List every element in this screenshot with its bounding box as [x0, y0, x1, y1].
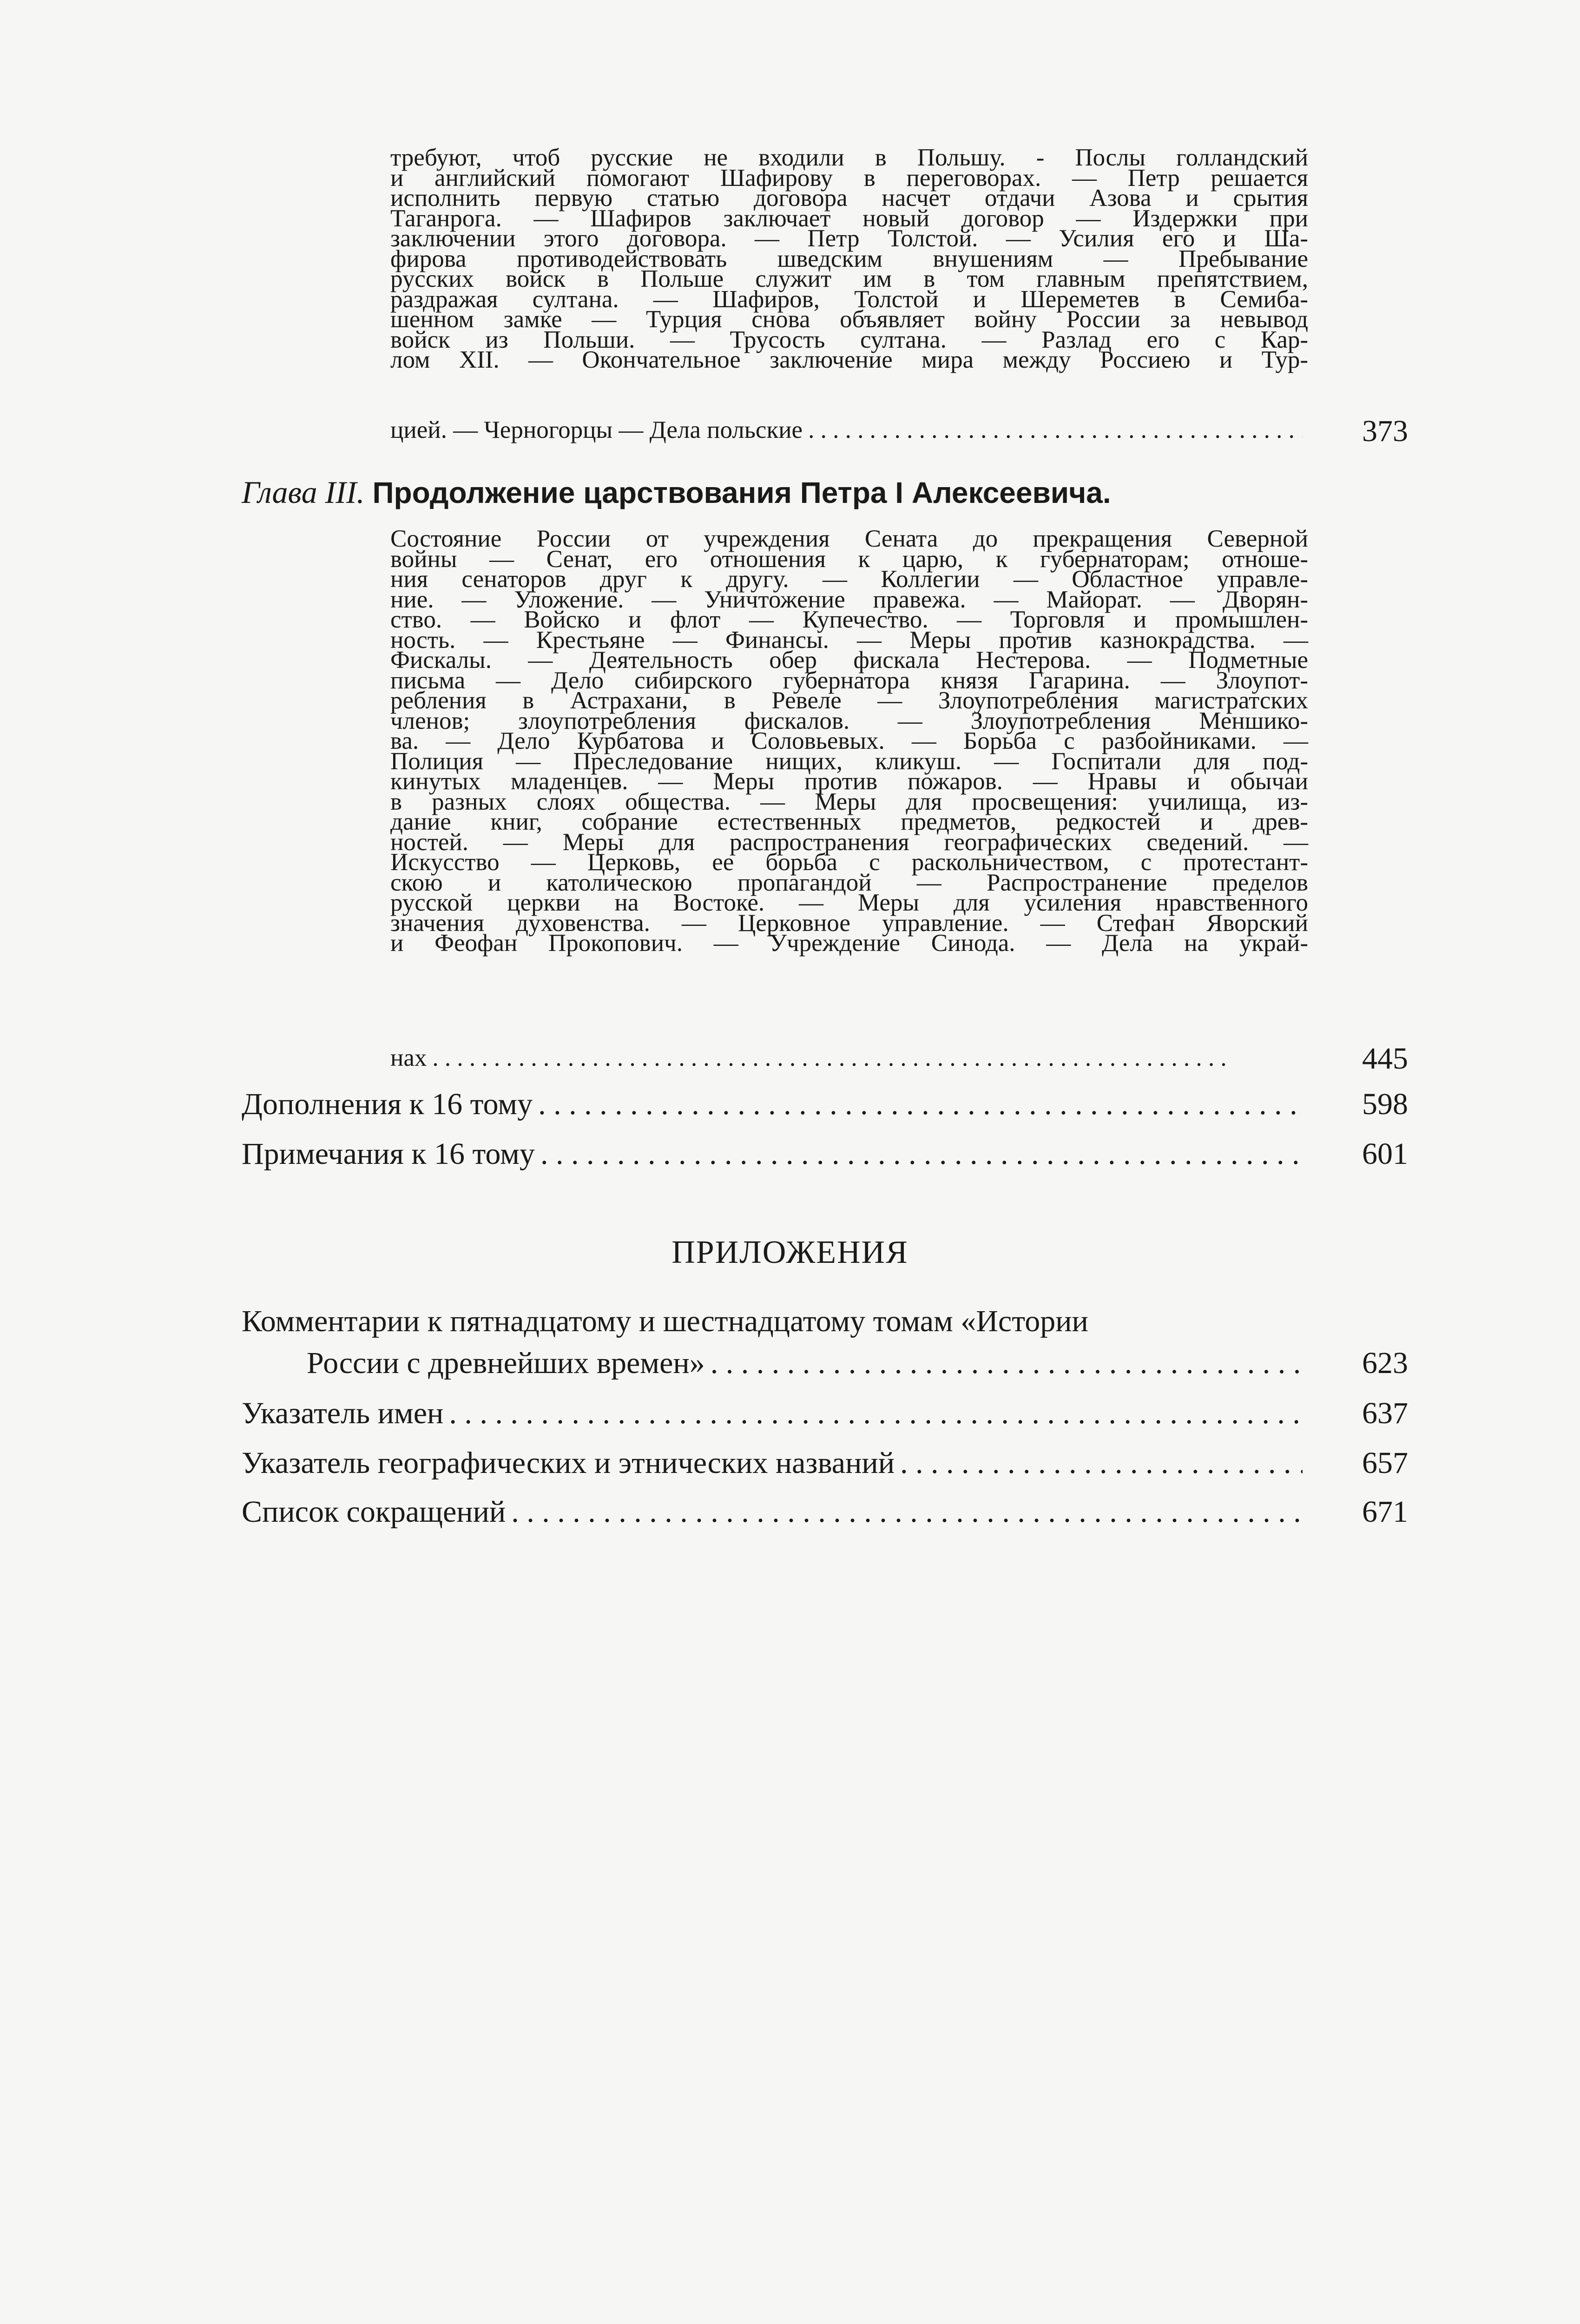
toc-entry-geo-index[interactable]	[242, 1446, 1308, 1481]
summary-line: скою и католическою пропагандой — Распространение пределов	[390, 869, 1308, 896]
dot-leader	[900, 1446, 1303, 1481]
toc-entry-additions[interactable]	[242, 1087, 1308, 1122]
summary-line: требуют, чтоб русские не входили в Польшу. - Послы голландский	[390, 144, 1308, 171]
dot-leader	[511, 1494, 1303, 1530]
prev-chapter-last-line	[390, 416, 1308, 444]
page-number: 671	[1362, 1495, 1408, 1529]
dot-leader	[538, 1087, 1303, 1122]
summary-line: раздражая султана. — Шафиров, Толстой и Шереметев в Семиба-	[390, 285, 1308, 313]
toc-entry-label: Указатель имен	[242, 1396, 444, 1430]
page-number: 601	[1362, 1137, 1408, 1171]
appendix-title: ПРИЛОЖЕНИЯ	[672, 1235, 908, 1270]
chapter3-last-line	[390, 1044, 1308, 1072]
summary-line: нах	[390, 1044, 427, 1071]
summary-line: и Феофан Прокопович. — Учреждение Синода. — Дела на украй-	[390, 930, 1308, 957]
chapter-title: Продолжение царствования Петра I Алексеевича.	[372, 476, 1111, 509]
summary-line: в разных слоях общества. — Меры для просвещения: училища, из-	[390, 788, 1308, 815]
toc-entry-label: Указатель географических и этнических названий	[242, 1446, 895, 1480]
summary-line: кинутых младенцев. — Меры против пожаров. — Нравы и обычаи	[390, 768, 1308, 795]
summary-line: русской церкви на Востоке. — Меры для усиления нравственного	[390, 889, 1308, 916]
summary-line: русских войск в Польше служит им в том главным препятствием,	[390, 265, 1308, 292]
summary-line: Полиция — Преследование нищих, кликуш. — Госпитали для под-	[390, 747, 1308, 775]
summary-line: ность. — Крестьяне — Финансы. — Меры против казнокрадства. —	[390, 626, 1308, 654]
dot-leader	[711, 1346, 1303, 1381]
dot-leader	[540, 1136, 1303, 1172]
summary-line: Состояние России от учреждения Сената до прекращения Северной	[390, 525, 1308, 552]
page-number: 657	[1362, 1446, 1408, 1480]
toc-entry-notes[interactable]	[242, 1136, 1308, 1172]
chapter-label: Глава III.	[242, 475, 365, 510]
toc-entry-label: Примечания к 16 тому	[242, 1137, 535, 1171]
summary-line: лом XII. — Окончательное заключение мира между Россиею и Тур-	[390, 346, 1308, 373]
page-number: 637	[1362, 1396, 1408, 1430]
dot-leader	[449, 1396, 1303, 1431]
summary-line: Таганрога. — Шафиров заключает новый договор — Издержки при	[390, 205, 1308, 232]
summary-line: фирова противодействовать шведским внушениям — Пребывание	[390, 245, 1308, 272]
page-number: 623	[1362, 1346, 1408, 1380]
summary-line: значения духовенства. — Церковное управление. — Стефан Яворский	[390, 909, 1308, 937]
summary-line: заключении этого договора. — Петр Толстой. — Усилия его и Ша-	[390, 225, 1308, 252]
chapter-heading	[242, 474, 1111, 511]
summary-line: исполнить первую статью договора насчет отдачи Азова и срытия	[390, 185, 1308, 211]
summary-line: войны — Сенат, его отношения к царю, к губернаторам; отноше-	[390, 545, 1308, 573]
summary-line: ва. — Дело Курбатова и Соловьевых. — Борьба с разбойниками. —	[390, 727, 1308, 754]
prev-chapter-summary	[390, 144, 1308, 373]
summary-line: ния сенаторов друг к другу. — Коллегии — Областное управле-	[390, 566, 1308, 593]
summary-line: цией. — Черногорцы — Дела польские	[390, 416, 803, 443]
page-number: 445	[1362, 1042, 1408, 1076]
summary-line: и английский помогают Шафирову в переговорах. — Петр решается	[390, 164, 1308, 191]
summary-line: шенном замке — Турция снова объявляет войну России за невывод	[390, 306, 1308, 333]
dot-leader	[432, 1044, 1303, 1072]
chapter3-summary	[390, 525, 1308, 957]
toc-entry-label: Список сокращений	[242, 1495, 506, 1529]
summary-line: ребления в Астрахани, в Ревеле — Злоупотребления магистратских	[390, 687, 1308, 714]
toc-entry-name-index[interactable]	[242, 1396, 1308, 1431]
toc-entry-label: Дополнения к 16 тому	[242, 1087, 533, 1121]
summary-line: ние. — Уложение. — Уничтожение правежа. — Майорат. — Дворян-	[390, 586, 1308, 613]
summary-line: Искусство — Церковь, ее борьба с раскольничеством, с протестант-	[390, 849, 1308, 876]
summary-line: войск из Польши. — Трусость султана. — Разлад его с Кар-	[390, 326, 1308, 353]
toc-entry-abbreviations[interactable]	[242, 1494, 1308, 1530]
toc-entry-commentary-line1[interactable]: Комментарии к пятнадцатому и шестнадцатому томам «Истории	[242, 1304, 1088, 1338]
summary-line: дание книг, собрание естественных предметов, редкостей и древ-	[390, 808, 1308, 835]
dot-leader	[808, 416, 1303, 444]
summary-line: членов; злоупотребления фискалов. — Злоупотребления Меншико-	[390, 707, 1308, 734]
summary-line: ностей. — Меры для распространения географических сведений. —	[390, 828, 1308, 856]
toc-entry-label: России с древнейших времен»	[307, 1346, 705, 1380]
summary-line: ство. — Войско и флот — Купечество. — Торговля и промышлен-	[390, 606, 1308, 633]
toc-entry-commentary[interactable]	[307, 1346, 1308, 1381]
summary-line: Фискалы. — Деятельность обер фискала Нестерова. — Подметные	[390, 647, 1308, 673]
page-number: 373	[1362, 414, 1408, 448]
page-number: 598	[1362, 1087, 1408, 1121]
summary-line: письма — Дело сибирского губернатора князя Гагарина. — Злоупот-	[390, 667, 1308, 694]
